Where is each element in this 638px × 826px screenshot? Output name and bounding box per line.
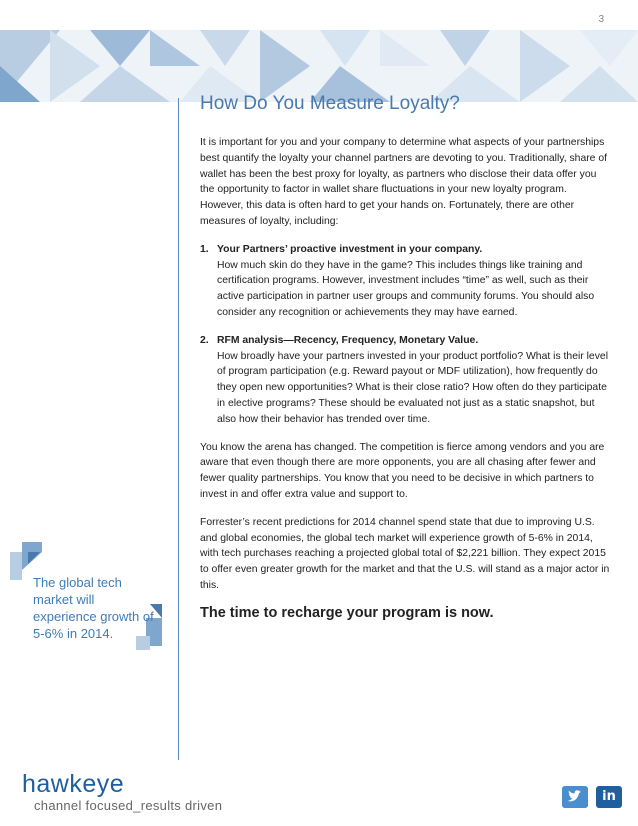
geometric-banner (0, 30, 638, 102)
list-item-title: RFM analysis—Recency, Frequency, Monetary Value. (217, 334, 479, 346)
list-item (200, 333, 610, 428)
company-tagline: channel focused_results driven (34, 798, 223, 813)
list-item-text: How much skin do they have in the game? This includes things like training and certification programs. However, investment includes “time” as well, such as their active participation in partner user groups and community forums. You should also consider any recognition or achievements they may have earned. (217, 259, 595, 318)
list-item-number: 2. (200, 334, 209, 346)
call-to-action: The time to recharge your program is now. (200, 604, 494, 621)
list-item-number: 1. (200, 243, 209, 255)
list-item-heading (200, 333, 610, 349)
twitter-icon[interactable] (562, 786, 588, 808)
article-body (200, 135, 610, 622)
margin-divider (178, 98, 179, 760)
list-item (200, 242, 610, 321)
intro-paragraph: It is important for you and your company to determine what aspects of your partnerships best quantify the loyalty your channel partners are devoting to you. Traditionally, share of wallet has been the best proxy for loyalty, as partners who disclose their data offer you the opportunity to factor in wallet share fluctuations in your new loyalty program. However, this data is often hard to get your hands on. Fortunately, there are other measures of loyalty, including: (200, 137, 608, 227)
page-number: 3 (598, 14, 604, 25)
pullquote-text: The global tech market will experience growth of 5-6% in 2014. (33, 575, 154, 641)
list-item-heading (200, 242, 610, 258)
list-item-text: How broadly have your partners invested in your product portfolio? What is their level of program participation (e.g. Reward payout or MDF utilization), how frequently do they open new opportunities? What is their close ratio? How often do they participate in elective programs? These should be evaluated not just as a static snapshot, but also how their behavior has trended over time. (217, 350, 608, 425)
hawkeye-logo: hawkeye (22, 770, 125, 798)
section-title: How Do You Measure Loyalty? (200, 93, 460, 114)
linkedin-icon[interactable]: in (596, 786, 622, 808)
body-paragraph: You know the arena has changed. The competition is fierce among vendors and you are aware that even though there are more opponents, you are all chasing after fewer and fewer quality partnerships. You know that you need to be decisive in which partners to invest in and offer extra value and support to. (200, 441, 605, 500)
body-paragraph: Forrester’s recent predictions for 2014 channel spend state that due to improving U.S. and global economies, the global tech market will experience growth of 5-6% in 2014, with tech purchases reaching a projected global total of $2,221 billion. They expect 2015 to offer even greater growth for the market and that the U.S. will stand as a major actor in this. (200, 516, 610, 591)
list-item-title: Your Partners’ proactive investment in your company. (217, 243, 483, 255)
